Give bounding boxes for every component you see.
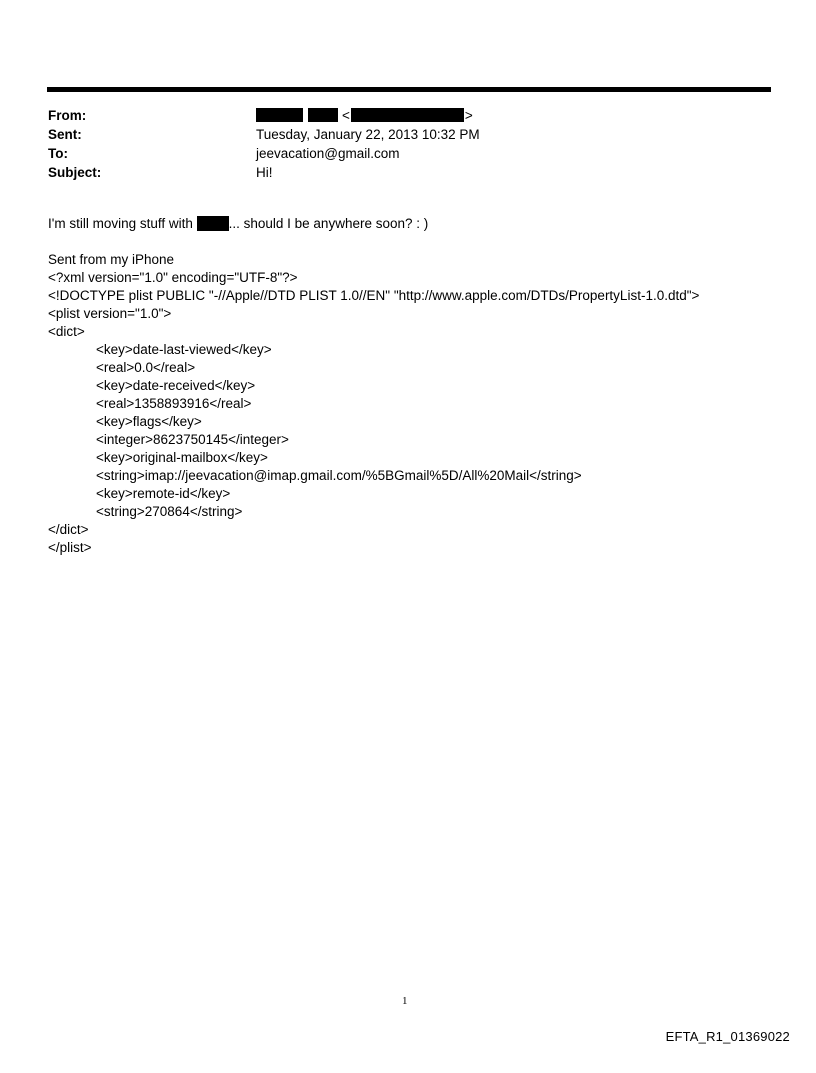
plist-line: </plist> (48, 540, 92, 555)
plist-line: <?xml version="1.0" encoding="UTF-8"?> (48, 270, 298, 285)
from-label: From: (48, 108, 87, 123)
redaction-block (308, 108, 338, 122)
plist-line: <key>flags</key> (96, 414, 202, 429)
plist-block (48, 269, 788, 557)
sent-row (48, 125, 748, 144)
plist-line: <!DOCTYPE plist PUBLIC "-//Apple//DTD PLIST 1.0//EN" "http://www.apple.com/DTDs/PropertyList-1.0.dtd"> (48, 288, 700, 303)
from-row (48, 106, 748, 125)
plist-line: <key>date-received</key> (96, 378, 256, 393)
subject-label: Subject: (48, 165, 102, 180)
sent-label: Sent: (48, 127, 82, 142)
redaction-block (197, 216, 229, 231)
message-text-end: ... should I be anywhere soon? : ) (228, 216, 429, 231)
plist-line: <string>270864</string> (96, 504, 243, 519)
page-number: 1 (402, 995, 408, 1007)
from-open-bracket: < (342, 108, 350, 123)
plist-line: </dict> (48, 522, 89, 537)
plist-line: <key>remote-id</key> (96, 486, 231, 501)
message-text-start: I'm still moving stuff with (48, 216, 197, 231)
plist-line: <key>original-mailbox</key> (96, 450, 268, 465)
header-divider (47, 87, 771, 92)
to-value: jeevacation@gmail.com (256, 146, 400, 161)
subject-row (48, 163, 748, 182)
to-label: To: (48, 146, 68, 161)
signature-and-plist (48, 251, 788, 557)
signature-line: Sent from my iPhone (48, 252, 175, 267)
to-row (48, 144, 748, 163)
message-body (48, 215, 788, 233)
redaction-block (351, 108, 464, 122)
plist-line: <real>1358893916</real> (96, 396, 252, 411)
plist-line: <real>0.0</real> (96, 360, 196, 375)
email-header (48, 106, 748, 182)
plist-line: <plist version="1.0"> (48, 306, 172, 321)
subject-value: Hi! (256, 165, 273, 180)
plist-line: <string>imap://jeevacation@imap.gmail.com/%5BGmail%5D/All%20Mail</string> (96, 468, 582, 483)
sent-value: Tuesday, January 22, 2013 10:32 PM (256, 127, 480, 142)
from-value (256, 106, 473, 125)
plist-line: <dict> (48, 324, 85, 339)
from-close-bracket: > (464, 108, 473, 123)
document-id: EFTA_R1_01369022 (665, 1029, 790, 1044)
plist-line: <integer>8623750145</integer> (96, 432, 289, 447)
redaction-block (256, 108, 303, 122)
plist-line: <key>date-last-viewed</key> (96, 342, 272, 357)
